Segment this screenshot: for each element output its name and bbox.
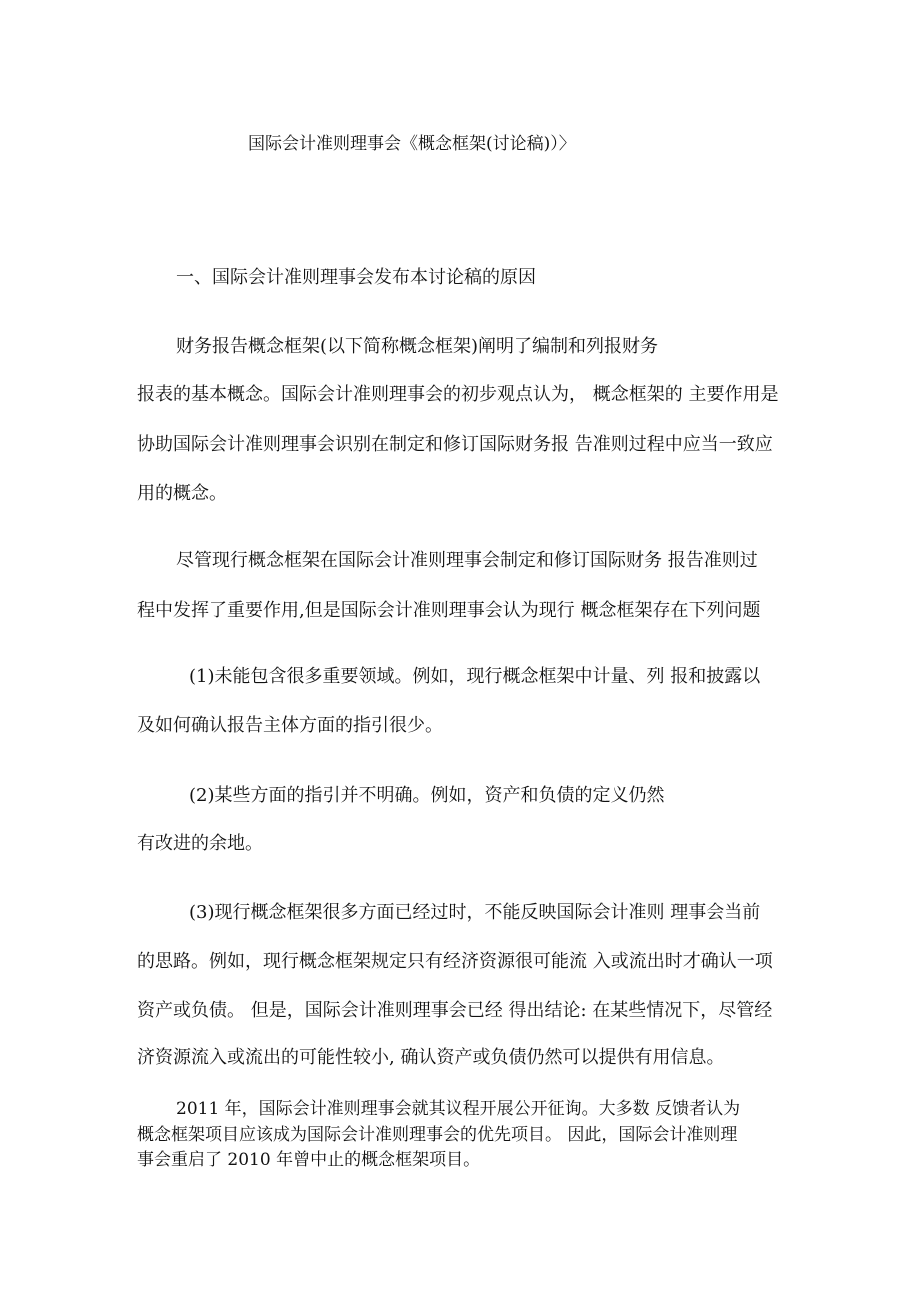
list-item-line: (1)未能包含很多重要领域。例如，现行概念框架中计量、列 报和披露以 [189, 666, 761, 687]
list-item-line: (2)某些方面的指引并不明确。例如，资产和负债的定义仍然 [189, 785, 665, 806]
paragraph-line: 概念框架项目应该成为国际会计准则理事会的优先项目。 因此，国际会计准则理 [137, 1125, 738, 1145]
document-title: 国际会计准则理事会《概念框架(讨论稿)）〉 [248, 134, 576, 154]
paragraph-line: 尽管现行概念框架在国际会计准则理事会制定和修订国际财务 报告准则过 [176, 550, 758, 571]
paragraph-line: 财务报告概念框架(以下简称概念框架)阐明了编制和列报财务 [176, 336, 659, 357]
paragraph-line: 用的概念。 [137, 483, 227, 504]
list-item-line: (3)现行概念框架很多方面已经过时，不能反映国际会计准则 理事会当前 [189, 902, 761, 923]
list-item-line: 及如何确认报告主体方面的指引很少。 [137, 715, 443, 736]
paragraph-line: 程中发挥了重要作用,但是国际会计准则理事会认为现行 概念框架存在下列问题 [137, 600, 761, 621]
paragraph-line: 事会重启了 2010 年曾中止的概念框架项目。 [137, 1150, 481, 1170]
list-item-line: 的思路。例如，现行概念框架规定只有经济资源很可能流 入或流出时才确认一项 [137, 951, 773, 972]
paragraph-line: 2011 年，国际会计准则理事会就其议程开展公开征询。大多数 反馈者认为 [176, 1099, 741, 1119]
list-item-line: 有改进的余地。 [137, 833, 263, 854]
section-heading: 一、国际会计准则理事会发布本讨论稿的原因 [176, 267, 536, 288]
paragraph-line: 协助国际会计准则理事会识别在制定和修订国际财务报 告准则过程中应当一致应 [137, 434, 773, 455]
paragraph-line: 报表的基本概念。国际会计准则理事会的初步观点认为， 概念框架的 主要作用是 [137, 384, 779, 405]
list-item-line: 资产或负债。 但是，国际会计准则理事会已经 得出结论: 在某些情况下，尽管经 [137, 1000, 773, 1021]
list-item-line: 济资源流入或流出的可能性较小, 确认资产或负债仍然可以提供有用信息。 [137, 1047, 725, 1068]
